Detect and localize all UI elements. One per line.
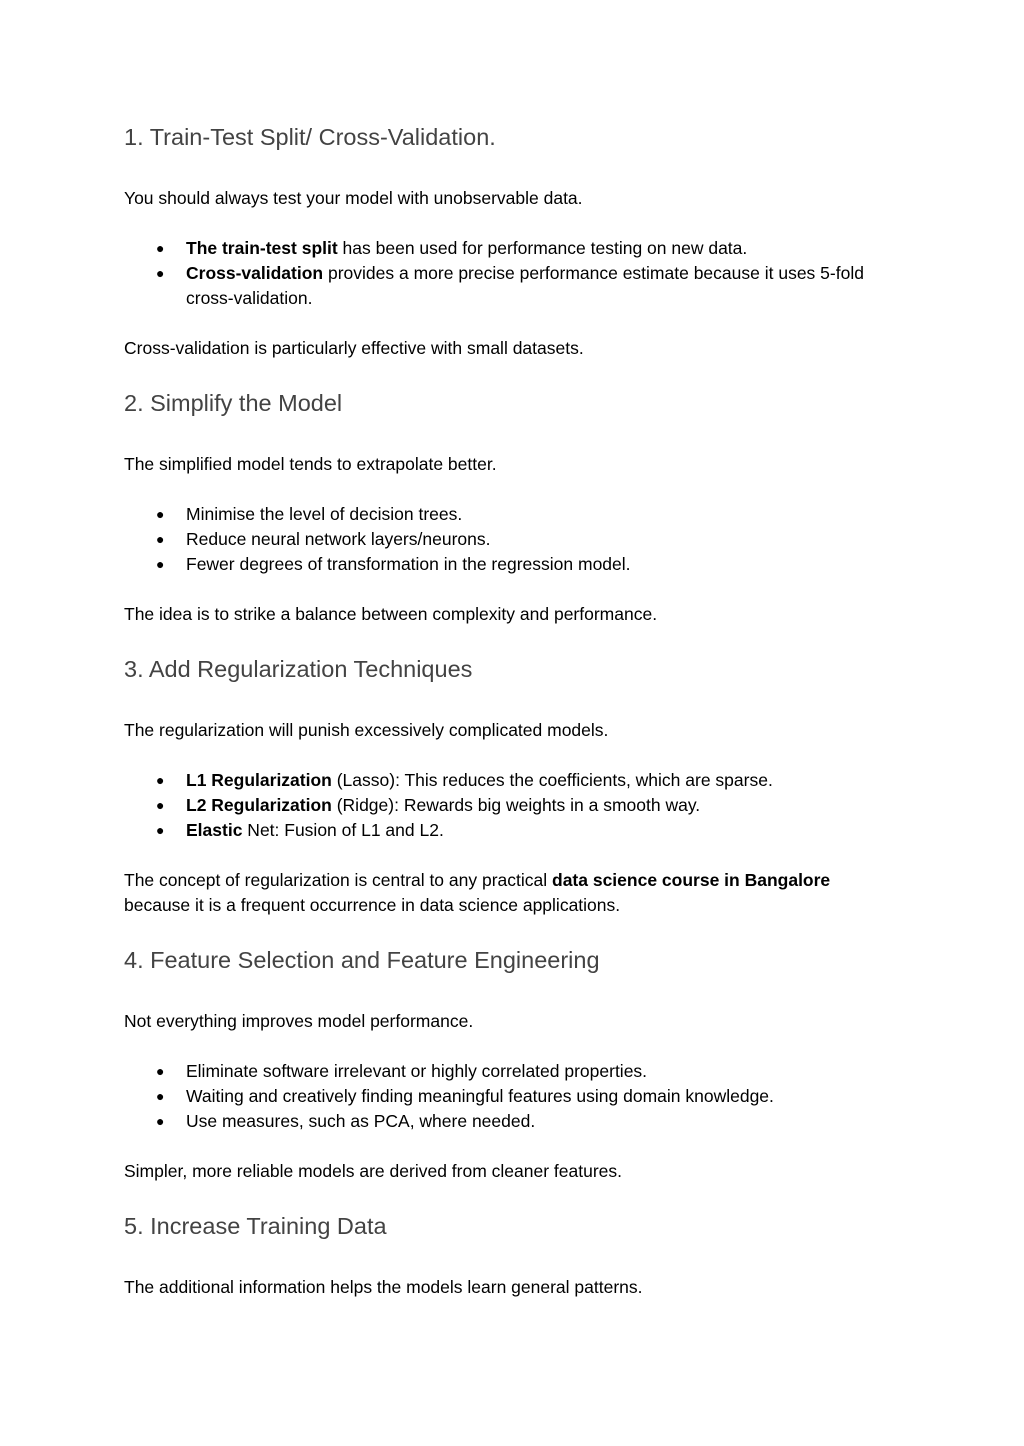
bullet-icon: ● <box>156 506 165 522</box>
section-3-intro: The regularization will punish excessively complicated models. <box>124 720 609 740</box>
section-2-heading: 2. Simplify the Model <box>124 390 343 416</box>
section-3-outro-cont: because it is a frequent occurrence in data science applications. <box>124 895 621 915</box>
section-4-list <box>124 1059 886 1134</box>
bullet-icon: ● <box>156 822 165 838</box>
list-item: ● Waiting and creatively finding meaningful features using domain knowledge. <box>124 1084 886 1109</box>
list-item: ● Use measures, such as PCA, where needed. <box>124 1109 886 1134</box>
bullet-icon: ● <box>156 1113 165 1129</box>
section-1-list <box>124 236 886 311</box>
bullet-icon: ● <box>156 265 165 281</box>
bullet-icon: ● <box>156 531 165 547</box>
bullet-icon: ● <box>156 240 165 256</box>
course-link-text: data science course in Bangalore <box>552 870 831 890</box>
list-item: ● Elastic Net: Fusion of L1 and L2. <box>124 818 886 843</box>
section-1-outro: Cross-validation is particularly effective with small datasets. <box>124 338 584 358</box>
bullet-icon: ● <box>156 1088 165 1104</box>
section-5-heading: 5. Increase Training Data <box>124 1213 387 1239</box>
list-item: ● Cross-validation provides a more precise performance estimate because it uses 5-fold cross-validation. <box>156 263 864 308</box>
list-item: ● Fewer degrees of transformation in the regression model. <box>124 552 886 577</box>
section-1-intro: You should always test your model with unobservable data. <box>124 188 583 208</box>
section-4-outro: Simpler, more reliable models are derived from cleaner features. <box>124 1161 622 1181</box>
bullet-icon: ● <box>156 1063 165 1079</box>
section-1-heading: 1. Train-Test Split/ Cross-Validation. <box>124 124 496 150</box>
bullet-icon: ● <box>156 556 165 572</box>
list-item: ● Minimise the level of decision trees. <box>124 502 886 527</box>
section-2-list <box>124 502 886 577</box>
list-item: ● Reduce neural network layers/neurons. <box>124 527 886 552</box>
section-2-intro: The simplified model tends to extrapolate better. <box>124 454 497 474</box>
list-item: ● L2 Regularization (Ridge): Rewards big weights in a smooth way. <box>124 793 886 818</box>
section-3-list <box>124 768 886 843</box>
list-item: ● Eliminate software irrelevant or highly correlated properties. <box>124 1059 886 1084</box>
section-3-heading: 3. Add Regularization Techniques <box>124 656 473 682</box>
bullet-icon: ● <box>156 772 165 788</box>
section-5-intro: The additional information helps the models learn general patterns. <box>124 1277 643 1297</box>
section-3-outro: The concept of regularization is central to any practical data science course in Bangalore <box>124 870 831 890</box>
section-2-outro: The idea is to strike a balance between complexity and performance. <box>124 604 658 624</box>
section-4-intro: Not everything improves model performance. <box>124 1011 474 1031</box>
bullet-icon: ● <box>156 797 165 813</box>
section-4-heading: 4. Feature Selection and Feature Engineering <box>124 947 600 973</box>
list-item: ● The train-test split has been used for performance testing on new data. <box>124 236 886 261</box>
list-item: ● L1 Regularization (Lasso): This reduces the coefficients, which are sparse. <box>124 768 886 793</box>
